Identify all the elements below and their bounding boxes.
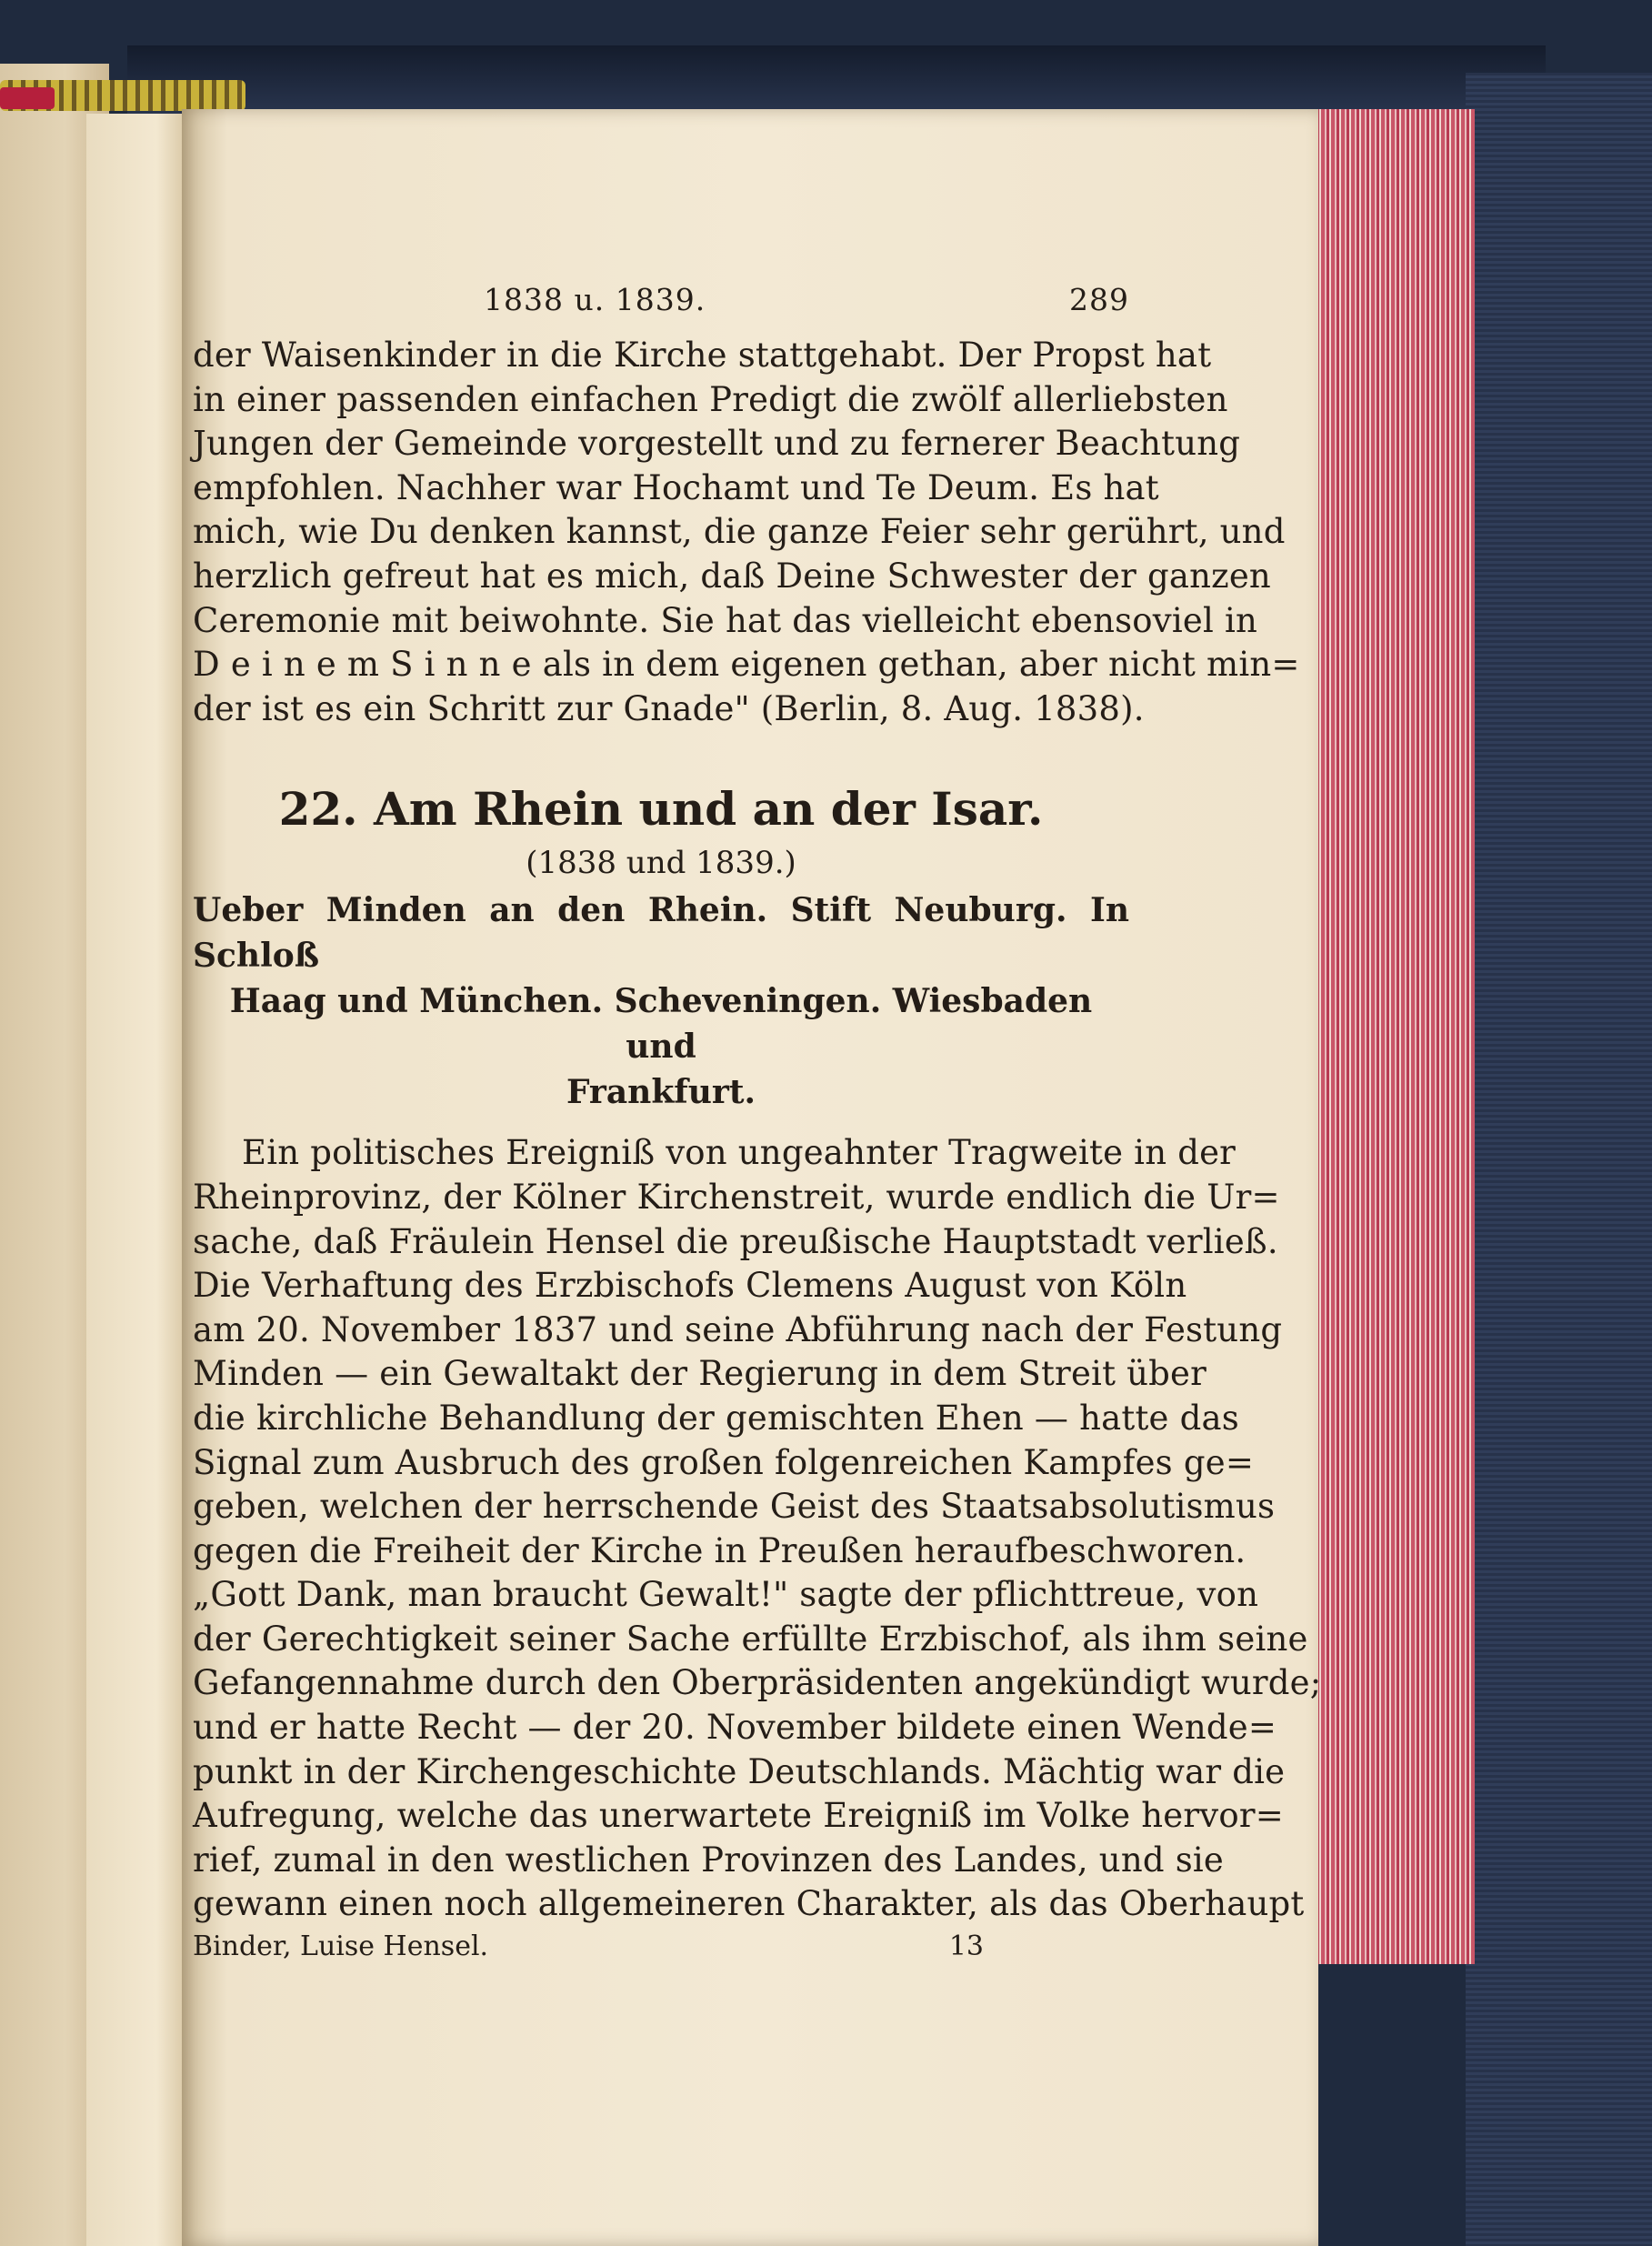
text-line: sache, daß Fräulein Hensel die preußische Hauptstadt verließ.	[193, 1221, 1278, 1261]
text-line: punkt in der Kirchengeschichte Deutschlands. Mächtig war die	[193, 1751, 1286, 1791]
summary-line: Ueber Minden an den Rhein. Stift Neuburg. In Schloß	[193, 891, 1129, 976]
right-cover	[1466, 73, 1652, 2246]
text-line: der Waisenkinder in die Kirche stattgehabt. Der Propst hat	[193, 336, 1212, 375]
printer-signature: Binder, Luise Hensel.	[193, 1930, 489, 1963]
text-line: Signal zum Ausbruch des großen folgenreichen Kampfes ge=	[193, 1442, 1255, 1482]
section-summary	[193, 887, 1129, 1115]
text-line: D e i n e m S i n n e als in dem eigenen gethan, aber nicht min=	[193, 645, 1300, 685]
text-line: am 20. November 1837 und seine Abführung nach der Festung	[193, 1309, 1283, 1349]
page-edges	[1309, 109, 1475, 1964]
text-line: Ceremonie mit beiwohnte. Sie hat das vielleicht ebensoviel in	[193, 600, 1258, 640]
text-line: mich, wie Du denken kannst, die ganze Feier sehr gerührt, und	[193, 512, 1286, 552]
text-line: Gefangennahme durch den Oberpräsidenten angekündigt wurde;	[193, 1663, 1322, 1703]
text-line: Aufregung, welche das unerwartete Ereigniß im Volke hervor=	[193, 1796, 1284, 1836]
text-line: Minden — ein Gewaltakt der Regierung in dem Streit über	[193, 1354, 1207, 1394]
text-line: und er hatte Recht — der 20. November bildete einen Wende=	[193, 1708, 1277, 1748]
book-page	[182, 109, 1322, 2246]
running-head-title: 1838 u. 1839.	[484, 282, 706, 317]
running-head	[484, 282, 1129, 317]
section-title: 22. Am Rhein und an der Isar.	[278, 782, 1044, 837]
text-line: empfohlen. Nachher war Hochamt und Te Deum. Es hat	[193, 467, 1159, 507]
text-line: gewann einen noch allgemeineren Charakter, als das Oberhaupt	[193, 1884, 1305, 1924]
text-line: die kirchliche Behandlung der gemischten Ehen — hatte das	[193, 1398, 1239, 1438]
text-line: herzlich gefreut hat es mich, daß Deine Schwester der ganzen	[193, 556, 1271, 596]
sheet-number: 13	[948, 1930, 984, 1963]
section-dates: (1838 und 1839.)	[526, 845, 796, 882]
text-line: Die Verhaftung des Erzbischofs Clemens August von Köln	[193, 1266, 1187, 1306]
text-line: der Gerechtigkeit seiner Sache erfüllte Erzbischof, als ihm seine	[193, 1619, 1308, 1659]
text-line: Jungen der Gemeinde vorgestellt und zu fernerer Beachtung	[193, 424, 1241, 464]
summary-line: Frankfurt.	[566, 1073, 756, 1112]
page-footer	[193, 1930, 1129, 1962]
text-line: Rheinprovinz, der Kölner Kirchenstreit, wurde endlich die Ur=	[193, 1177, 1280, 1217]
bookmark-ribbon	[0, 87, 55, 109]
text-line: gegen die Freiheit der Kirche in Preußen heraufbeschworen.	[193, 1530, 1247, 1570]
left-page-sliver	[86, 114, 186, 2246]
text-line: „Gott Dank, man braucht Gewalt!" sagte der pflichttreue, von	[193, 1575, 1259, 1615]
text-line: geben, welchen der herrschende Geist des Staatsabsolutismus	[193, 1487, 1276, 1527]
main-paragraph	[193, 1131, 1322, 1927]
text-line: der ist es ein Schritt zur Gnade" (Berlin, 8. Aug. 1838).	[193, 688, 1145, 728]
text-line: in einer passenden einfachen Predigt die zwölf allerliebsten	[193, 379, 1228, 419]
text-block	[193, 282, 1322, 1963]
summary-line: Haag und München. Scheveningen. Wiesbaden und	[229, 982, 1093, 1067]
text-line: Ein politisches Ereigniß von ungeahnter Tragweite in der	[242, 1133, 1236, 1173]
binding-top	[127, 45, 1546, 118]
page-number: 289	[1069, 282, 1129, 317]
continued-paragraph	[193, 334, 1300, 731]
text-line: rief, zumal in den westlichen Provinzen des Landes, und sie	[193, 1840, 1225, 1880]
